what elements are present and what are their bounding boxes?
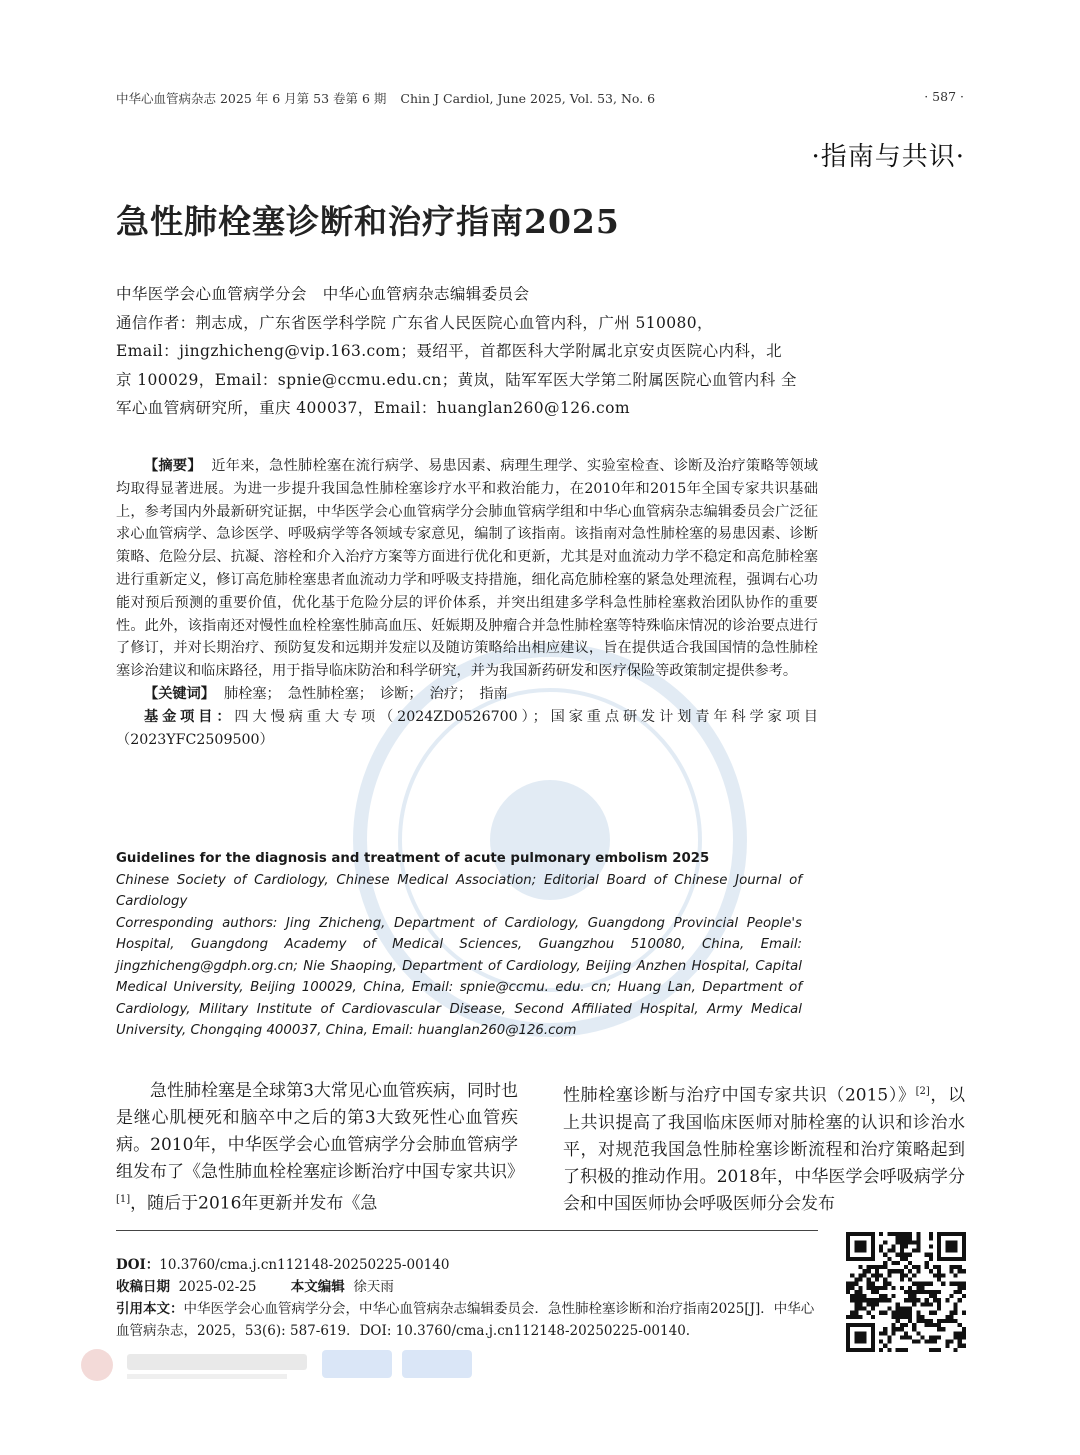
received-date: 2025-02-25	[178, 1279, 257, 1295]
body-right-text-cont: ，以上共识提高了我国临床医师对肺栓塞的认识和诊治水平，对规范我国急性肺栓塞诊断流程和治疗策略起到了积极的推动作用。2018年，中华医学会呼吸病学分会和中国医师协会呼吸医师分会发布	[563, 1085, 966, 1214]
english-corresponding: Corresponding authors: Jing Zhicheng, Department of Cardiology, Guangdong Provincial People's Hospital, Guangdong Academy of Medical Sciences, Guangzhou 510080, China, Email: jingzhicheng@gdph.org.cn; Nie Shaoping, Department of Cardiology, Beijing Anzhen Hospital, Capital Medical University, Beijing 100029, China, Email: spnie@ccmu. edu. cn; Huang Lan, Department of Cardiology, Military Institute of Cardiovascular Disease, Second Affiliated Hospital, Army Medical University, Chongqing 400037, China, Email: huanglan260@126.com	[116, 915, 802, 1038]
editor-name: 徐天雨	[353, 1279, 394, 1295]
english-title: Guidelines for the diagnosis and treatment of acute pulmonary embolism 2025	[116, 851, 710, 866]
author-block	[116, 280, 806, 423]
citation-line	[116, 1298, 826, 1342]
corresponding-line-2: Email：jingzhicheng@vip.163.com；聂绍平，首都医科大学附属北京安贞医院心内科，北	[116, 342, 783, 360]
doi-line	[116, 1254, 826, 1276]
article-title: 急性肺栓塞诊断和治疗指南2025	[116, 202, 620, 241]
keywords-line	[116, 683, 818, 706]
publisher-logo	[72, 1340, 492, 1390]
funding-line	[116, 706, 818, 752]
body-left-text: 急性肺栓塞是全球第3大常见心血管疾病，同时也是继心肌梗死和脑卒中之后的第3大致死性心血管疾病。2010年，中华医学会心血管病学分会肺血管病学组发布了《急性肺血栓栓塞症诊断治疗中国专家共识》	[116, 1081, 524, 1182]
citation-text: 中华医学会心血管病学分会，中华心血管病杂志编辑委员会．急性肺栓塞诊断和治疗指南2025[J]．中华心血管病杂志，2025，53(6): 587-619．DOI: 10.3760/cma.j.cn112148-20250225-00140.	[116, 1301, 815, 1339]
reference-2[interactable]: [2]	[915, 1086, 930, 1097]
received-line	[116, 1276, 826, 1298]
journal-cn: 中华心血管病杂志 2025 年 6 月第 53 卷第 6 期	[116, 91, 387, 106]
citation-label: 引用本文：	[116, 1301, 184, 1317]
body-column-left	[116, 1078, 524, 1218]
corresponding-line-3: 京 100029，Email：spnie@ccmu.edu.cn；黄岚，陆军军医大学第二附属医院心血管内科 全	[116, 370, 797, 389]
corresponding-line-4: 军心血管病研究所，重庆 400037，Email：huanglan260@126.com	[116, 399, 630, 417]
english-abstract-header	[116, 848, 802, 1042]
footnote-block	[116, 1254, 826, 1342]
abstract-block	[116, 455, 818, 751]
body-left-text-cont: ，随后于2016年更新并发布《急	[130, 1193, 378, 1214]
keywords-label: 【关键词】	[144, 685, 215, 702]
abstract-label: 【摘要】	[144, 458, 202, 474]
author-orgs: 中华医学会心血管病学分会 中华心血管病杂志编辑委员会	[116, 285, 530, 303]
page-number: · 587 ·	[924, 89, 964, 104]
abstract-text: 近年来，急性肺栓塞在流行病学、易患因素、病理生理学、实验室检查、诊断及治疗策略等领域均取得显著进展。为进一步提升我国急性肺栓塞诊疗水平和救治能力，在2010年和2015年全国专家共识基础上，参考国内外最新研究证据，中华医学会心血管病学分会肺血管病学组和中华心血管病杂志编辑委员会广泛征求心血管病学、急诊医学、呼吸病学等各领域专家意见，编制了该指南。该指南对急性肺栓塞的易患因素、诊断策略、危险分层、抗凝、溶栓和介入治疗方案等方面进行优化和更新，尤其是对血流动力学不稳定和高危肺栓塞进行重新定义，修订高危肺栓塞患者血流动力学和呼吸支持措施，细化高危肺栓塞的紧急处理流程，强调右心功能对预后预测的重要价值，优化基于危险分层的评价体系，并突出组建多学科急性肺栓塞救治团队协作的重要性。此外，该指南还对慢性血栓栓塞性肺高血压、妊娠期及肿瘤合并急性肺栓塞等特殊临床情况的诊治要点进行了修订，并对长期治疗、预防复发和远期并发症以及随访策略给出相应建议，旨在提供适合我国国情的急性肺栓塞诊治建议和临床路径，用于指导临床防治和科学研究，并为我国新药研发和医疗保险等政策制定提供参考。	[116, 458, 818, 680]
journal-en: Chin J Cardiol, June 2025, Vol. 53, No. 6	[400, 91, 656, 106]
body-column-right	[563, 1078, 965, 1218]
funding: 四大慢病重大专项（2024ZD0526700）；国家重点研发计划青年科学家项目（2023YFC2509500）	[116, 708, 818, 748]
doi-value[interactable]: 10.3760/cma.j.cn112148-20250225-00140	[159, 1257, 450, 1273]
reference-1[interactable]: [1]	[116, 1194, 131, 1205]
body-right-text: 性肺栓塞诊断与治疗中国专家共识（2015）》	[563, 1085, 916, 1106]
section-tag: ·指南与共识·	[811, 142, 965, 172]
doi-label: DOI：	[116, 1257, 160, 1273]
abstract-paragraph	[116, 455, 818, 683]
editor-label: 本文编辑	[290, 1279, 345, 1295]
qr-code[interactable]	[846, 1232, 966, 1352]
keywords: 肺栓塞； 急性肺栓塞； 诊断； 治疗； 指南	[223, 685, 508, 702]
english-orgs: Chinese Society of Cardiology, Chinese Medical Association; Editorial Board of Chinese Journal of Cardiology	[116, 872, 802, 909]
footnote-divider	[116, 1230, 818, 1231]
running-header	[116, 89, 655, 107]
funding-label: 基金项目：	[144, 708, 235, 725]
received-label: 收稿日期	[116, 1279, 170, 1295]
corresponding-line-1: 通信作者：荆志成，广东省医学科学院 广东省人民医院心血管内科，广州 510080，	[116, 313, 713, 332]
